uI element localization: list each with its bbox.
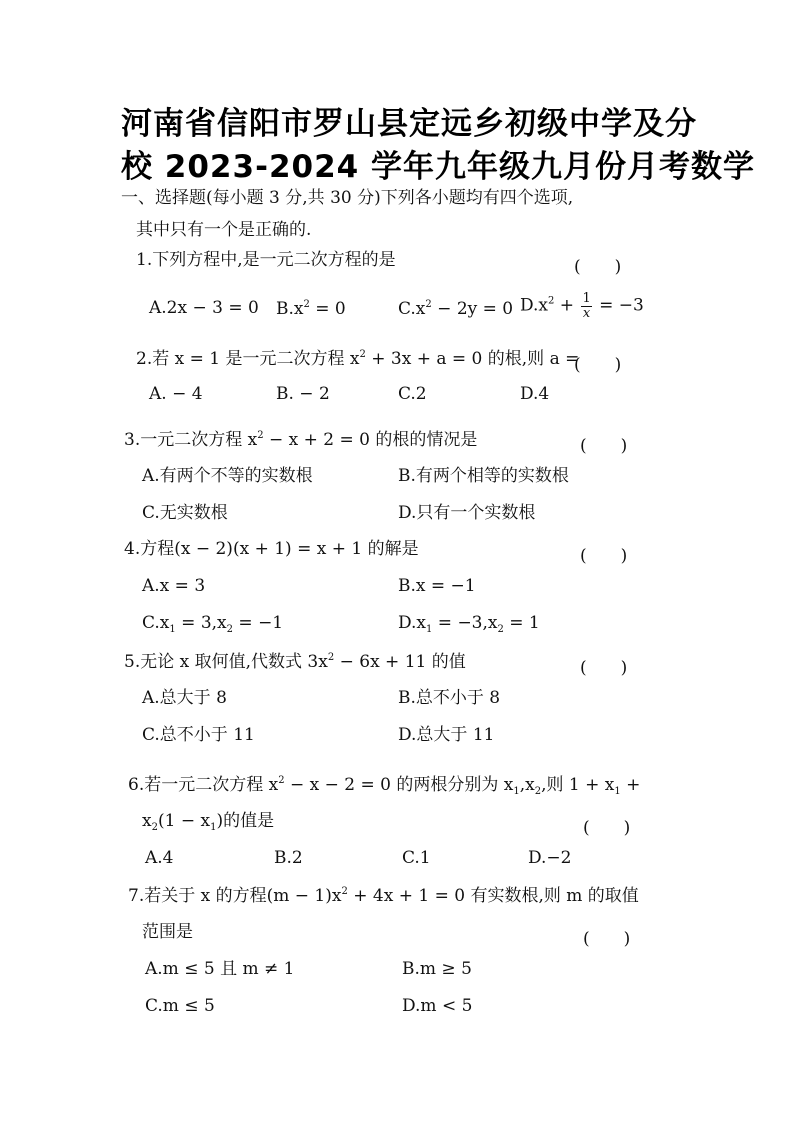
question-5-option-a: A.总大于 8 [142, 688, 227, 708]
question-3-option-a: A.有两个不等的实数根 [142, 466, 313, 486]
question-3-option-d: D.只有一个实数根 [398, 503, 536, 523]
question-5-option-c: C.总不小于 11 [142, 725, 255, 745]
question-7-stem-line-1: 7.若关于 x 的方程$(m - 1)x^2 + 4x + 1 = 0$ 有实数根,则 m 的取值 [128, 886, 639, 906]
question-7-option-b: B.m ≥ 5 [402, 959, 472, 979]
question-4-option-c: $C.x_1 = 3,x_2 = -1$ [142, 613, 284, 635]
question-2-option-c: C.2 [398, 384, 427, 404]
question-5-stem: 5.无论 x 取何值,代数式 $3x^2 - 6x + 11$ 的值 [124, 652, 466, 672]
question-1-option-d: $D.x^2$ + $\frac{1}{x}$ = −3 [520, 291, 644, 321]
question-7-stem-line-2: 范围是 [142, 922, 193, 942]
question-6-option-d: D.−2 [528, 848, 572, 868]
question-6-option-a: A.4 [145, 848, 174, 868]
page-title-line-2: 校 2023-2024 学年九年级九月份月考数学 [121, 149, 756, 185]
question-5-option-d: D.总大于 11 [398, 725, 495, 745]
section-heading-line-1: 一、选择题(每小题 3 分,共 30 分)下列各小题均有四个选项, [121, 188, 574, 208]
question-7-option-a: A.m ≤ 5 且 m ≠ 1 [145, 959, 295, 979]
answer-paren: ( ) [583, 818, 631, 838]
question-2-option-b: B. − 2 [276, 384, 330, 404]
question-2-stem: 2.若 x = 1 是一元二次方程 $x^2 + 3x + a = 0$ 的根,则 a = [136, 349, 580, 369]
question-6-stem-line-1: 6.若一元二次方程 $x^2 - x - 2 = 0$ 的两根分别为 $x_1,x_2$,则 $1 + x_1$ + [128, 775, 641, 797]
question-6-option-c: C.1 [402, 848, 431, 868]
question-5-option-b: B.总不小于 8 [398, 688, 501, 708]
question-7-option-d: D.m < 5 [402, 996, 473, 1016]
question-4-option-b: B.x = −1 [398, 576, 476, 596]
answer-paren: ( ) [580, 658, 628, 678]
question-3-stem: 3.一元二次方程 $x^2 - x + 2 = 0$ 的根的情况是 [124, 430, 478, 450]
question-6-stem-line-2: $x_2(1 - x_1)$的值是 [142, 811, 275, 833]
answer-paren: ( ) [580, 546, 628, 566]
answer-paren: ( ) [574, 355, 622, 375]
answer-paren: ( ) [574, 257, 622, 277]
question-2-option-a: A. − 4 [149, 384, 203, 404]
question-7-option-c: C.m ≤ 5 [145, 996, 215, 1016]
question-3-option-b: B.有两个相等的实数根 [398, 466, 569, 486]
question-2-option-d: D.4 [520, 384, 550, 404]
question-1-option-a: A.2x − 3 = 0 [149, 298, 259, 318]
question-1-option-b: $B.x^2 = 0$ [276, 299, 346, 319]
question-1-stem: 1.下列方程中,是一元二次方程的是 [136, 250, 396, 270]
page-title-line-1: 河南省信阳市罗山县定远乡初级中学及分 [121, 106, 697, 142]
question-4-stem: 4.方程(x − 2)(x + 1) = x + 1 的解是 [124, 539, 419, 559]
fraction: $\frac{1}{x}$ [582, 291, 591, 321]
answer-paren: ( ) [583, 929, 631, 949]
question-4-option-a: A.x = 3 [142, 576, 206, 596]
question-1-option-c: $C.x^2 - 2y = 0$ [398, 299, 514, 319]
question-6-option-b: B.2 [274, 848, 303, 868]
answer-paren: ( ) [580, 436, 628, 456]
section-heading-line-2: 其中只有一个是正确的. [136, 220, 312, 240]
question-4-option-d: $D.x_1 = -3,x_2 = 1$ [398, 613, 540, 635]
question-3-option-c: C.无实数根 [142, 503, 228, 523]
